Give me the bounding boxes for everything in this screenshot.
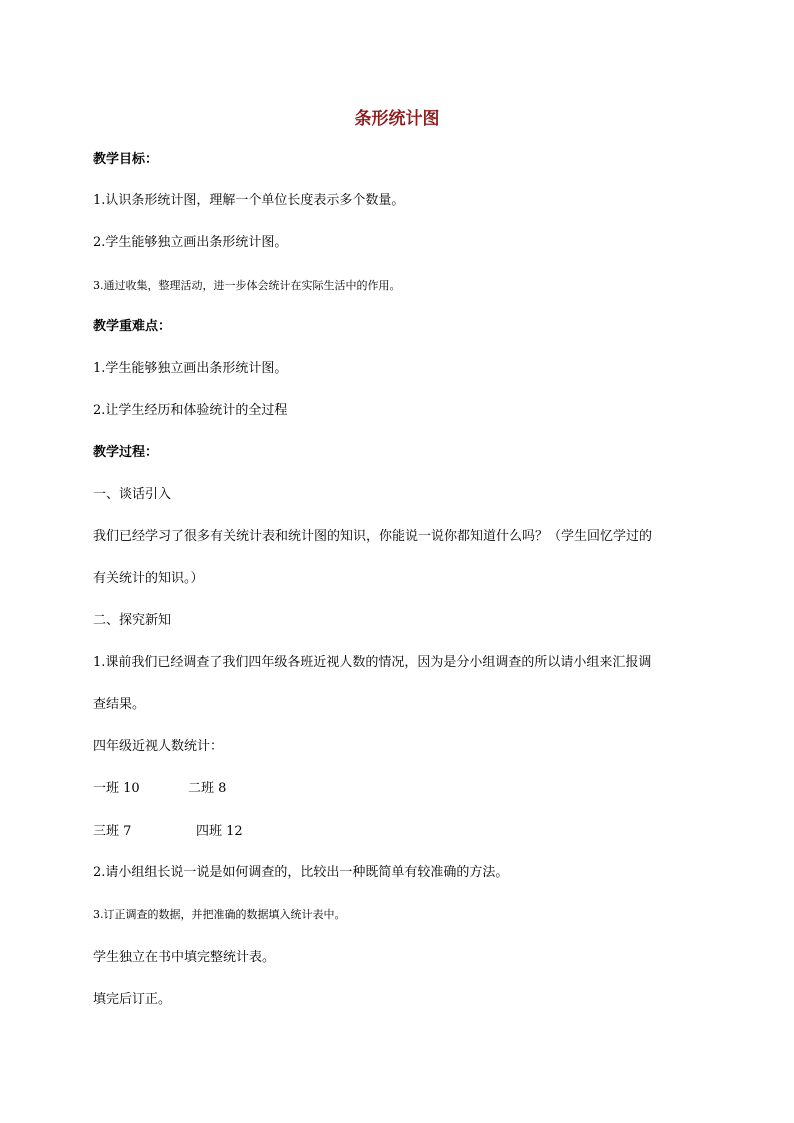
- subsection-heading: 一、谈话引入: [93, 487, 172, 502]
- key-point-line: 1.学生能够独立画出条形统计图。: [93, 361, 288, 376]
- class-data-item: 二班 8: [188, 781, 227, 796]
- paragraph-line: 查结果。: [93, 697, 146, 712]
- paragraph-line: 填完后订正。: [93, 992, 172, 1007]
- objective-line: 2.学生能够独立画出条形统计图。: [93, 235, 288, 250]
- objective-line: 3.通过收集，整理活动，进一步体会统计在实际生活中的作用。: [93, 279, 401, 292]
- section-heading-key-points: 教学重难点：: [93, 319, 172, 334]
- paragraph-line: 3.订正调查的数据，并把准确的数据填入统计表中。: [93, 908, 346, 921]
- section-heading-objectives: 教学目标：: [93, 152, 159, 167]
- class-data-item: 一班 10: [93, 781, 140, 796]
- paragraph-line: 我们已经学习了很多有关统计表和统计图的知识，你能说一说你都知道什么吗？（学生回忆学过的: [93, 529, 653, 544]
- class-data-item: 四班 12: [196, 824, 243, 839]
- paragraph-line: 有关统计的知识。）: [93, 571, 204, 586]
- paragraph-line: 2.请小组组长说一说是如何调查的，比较出一种既简单有较准确的方法。: [93, 865, 509, 880]
- section-heading-process: 教学过程：: [93, 445, 159, 460]
- subsection-heading: 二、探究新知: [93, 613, 172, 628]
- paragraph-line: 学生独立在书中填完整统计表。: [93, 950, 276, 965]
- document-title: 条形统计图: [354, 109, 440, 129]
- paragraph-line: 1.课前我们已经调查了我们四年级各班近视人数的情况，因为是分小组调查的所以请小组来汇报调: [93, 655, 652, 670]
- class-data-item: 三班 7: [93, 824, 132, 839]
- objective-line: 1.认识条形统计图，理解一个单位长度表示多个数量。: [93, 193, 405, 208]
- paragraph-line: 四年级近视人数统计：: [93, 739, 224, 754]
- key-point-line: 2.让学生经历和体验统计的全过程: [93, 403, 288, 418]
